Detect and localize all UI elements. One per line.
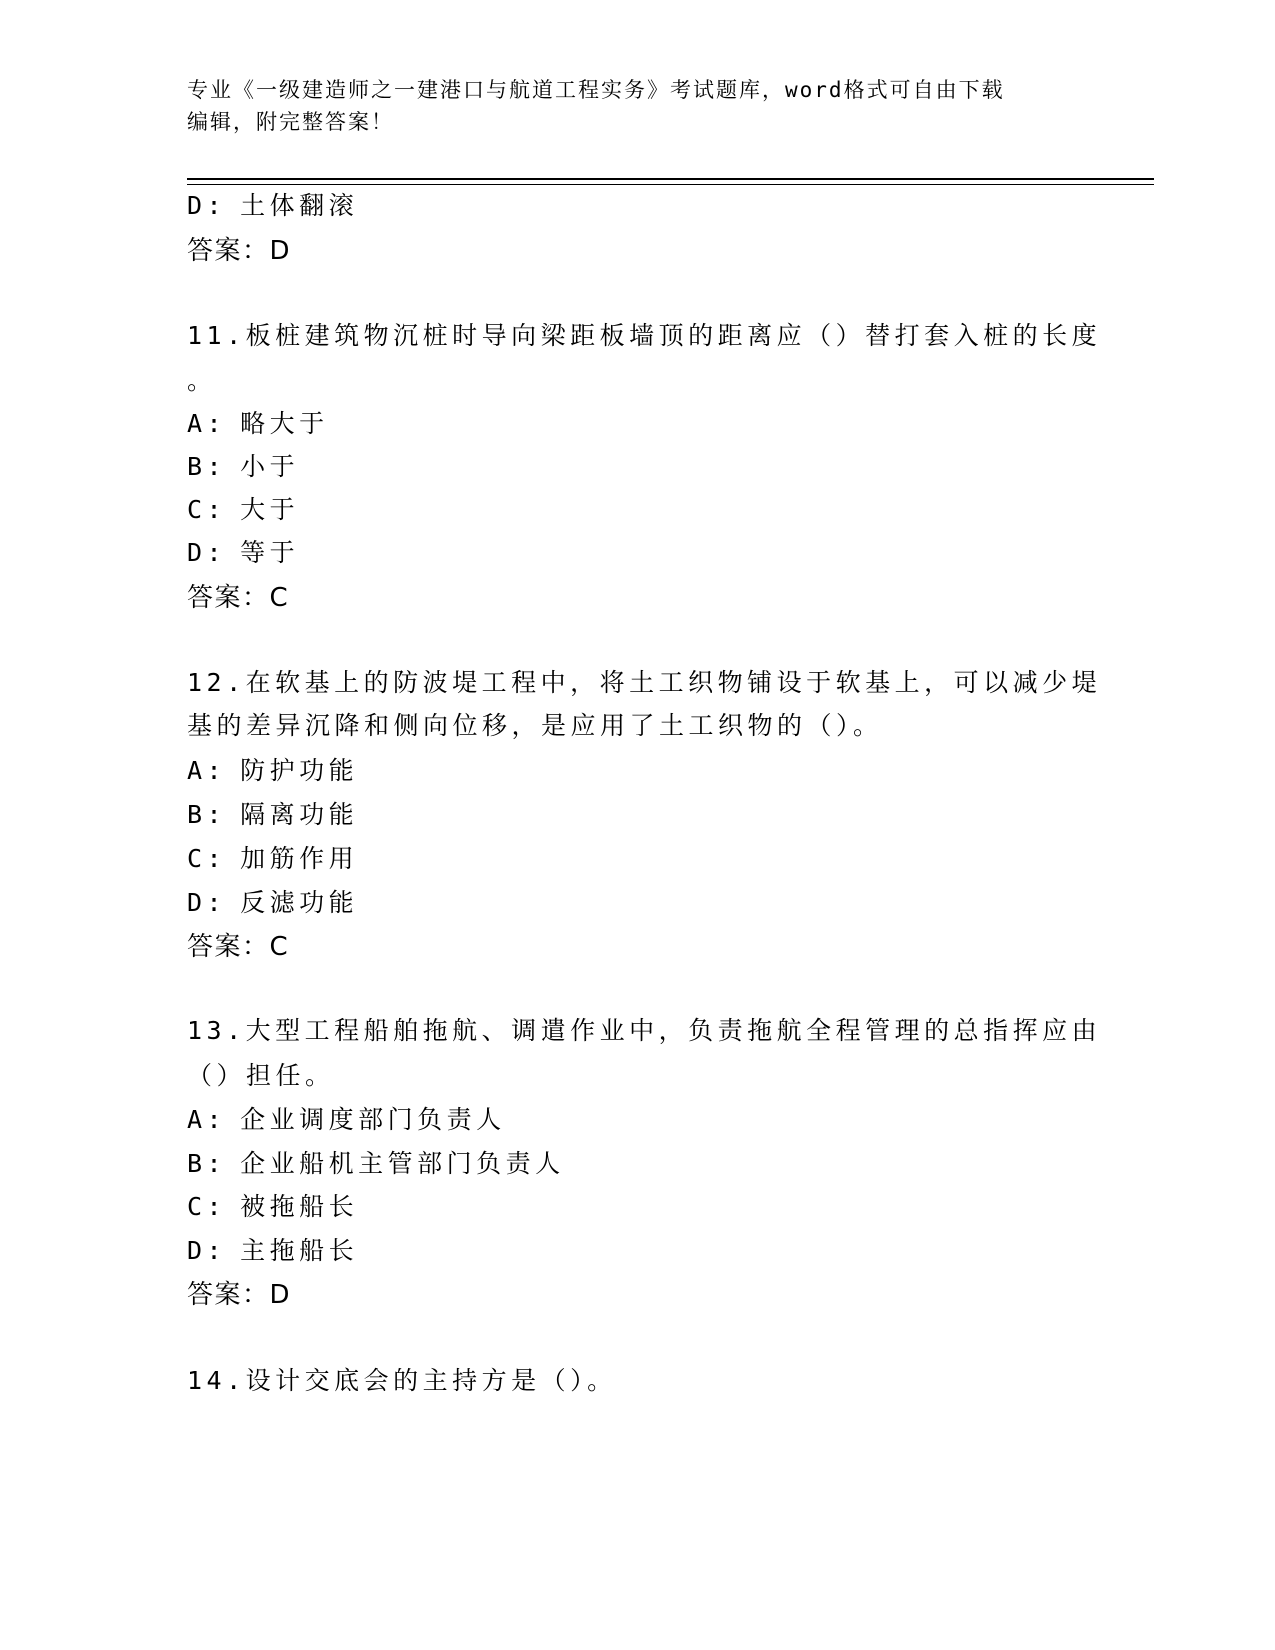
header-rule-thin bbox=[187, 184, 1154, 185]
option-text: 略大于 bbox=[240, 409, 329, 438]
q11-option-a bbox=[187, 409, 329, 439]
option-key: D: bbox=[187, 888, 227, 917]
q11-answer: 答案：C bbox=[187, 583, 290, 613]
option-text: 等于 bbox=[240, 538, 300, 567]
q14-stem-line-1: 14.设计交底会的主持方是（）。 bbox=[187, 1366, 617, 1395]
option-key: A: bbox=[187, 756, 227, 785]
header-line-2: 编辑，附完整答案！ bbox=[187, 110, 394, 134]
option-key: A: bbox=[187, 1105, 227, 1134]
q13-option-d bbox=[187, 1236, 358, 1266]
option-text: 隔离功能 bbox=[240, 800, 359, 829]
header-rule-thick bbox=[187, 178, 1154, 180]
option-text: 反滤功能 bbox=[240, 888, 359, 917]
option-text: 被拖船长 bbox=[240, 1192, 359, 1221]
option-key: D: bbox=[187, 1236, 227, 1265]
q12-answer: 答案：C bbox=[187, 932, 290, 962]
option-text: 防护功能 bbox=[240, 756, 359, 785]
q12-stem-line-1: 12.在软基上的防波堤工程中，将土工织物铺设于软基上，可以减少堤 bbox=[187, 668, 1102, 697]
q12-option-b bbox=[187, 800, 358, 830]
q11-stem-line-1: 11.板桩建筑物沉桩时导向梁距板墙顶的距离应（）替打套入桩的长度 bbox=[187, 321, 1102, 350]
option-key: C: bbox=[187, 495, 227, 524]
option-key: B: bbox=[187, 452, 227, 481]
option-key: D: bbox=[187, 538, 227, 567]
prev-answer: 答案：D bbox=[187, 236, 292, 266]
q13-option-a bbox=[187, 1105, 506, 1135]
q13-answer: 答案：D bbox=[187, 1280, 292, 1310]
option-text: 加筋作用 bbox=[240, 844, 359, 873]
option-key: A: bbox=[187, 409, 227, 438]
header-line-1: 专业《一级建造师之一建港口与航道工程实务》考试题库，word格式可自由下载 bbox=[187, 78, 1005, 102]
option-key: C: bbox=[187, 844, 227, 873]
document-header bbox=[187, 74, 1067, 138]
q12-option-a bbox=[187, 756, 358, 786]
option-text: 土体翻滚 bbox=[240, 191, 359, 220]
option-key: D: bbox=[187, 191, 227, 220]
q12-stem-line-2: 基的差异沉降和侧向位移，是应用了土工织物的（）。 bbox=[187, 711, 883, 740]
option-key: B: bbox=[187, 800, 227, 829]
option-text: 企业调度部门负责人 bbox=[240, 1105, 506, 1134]
prev-option-d bbox=[187, 191, 358, 221]
q13-option-c bbox=[187, 1192, 358, 1222]
q11-option-c bbox=[187, 495, 299, 525]
option-text: 主拖船长 bbox=[240, 1236, 359, 1265]
q12-option-d bbox=[187, 888, 358, 918]
q13-option-b bbox=[187, 1149, 565, 1179]
q11-option-b bbox=[187, 452, 299, 482]
q11-stem-line-2: 。 bbox=[187, 366, 217, 395]
option-text: 大于 bbox=[240, 495, 300, 524]
q13-stem-line-1: 13.大型工程船舶拖航、调遣作业中，负责拖航全程管理的总指挥应由 bbox=[187, 1016, 1102, 1045]
q12-option-c bbox=[187, 844, 358, 874]
option-key: C: bbox=[187, 1192, 227, 1221]
q11-option-d bbox=[187, 538, 299, 568]
option-text: 企业船机主管部门负责人 bbox=[240, 1149, 565, 1178]
option-text: 小于 bbox=[240, 452, 300, 481]
q13-stem-line-2: （）担任。 bbox=[187, 1061, 335, 1090]
option-key: B: bbox=[187, 1149, 227, 1178]
